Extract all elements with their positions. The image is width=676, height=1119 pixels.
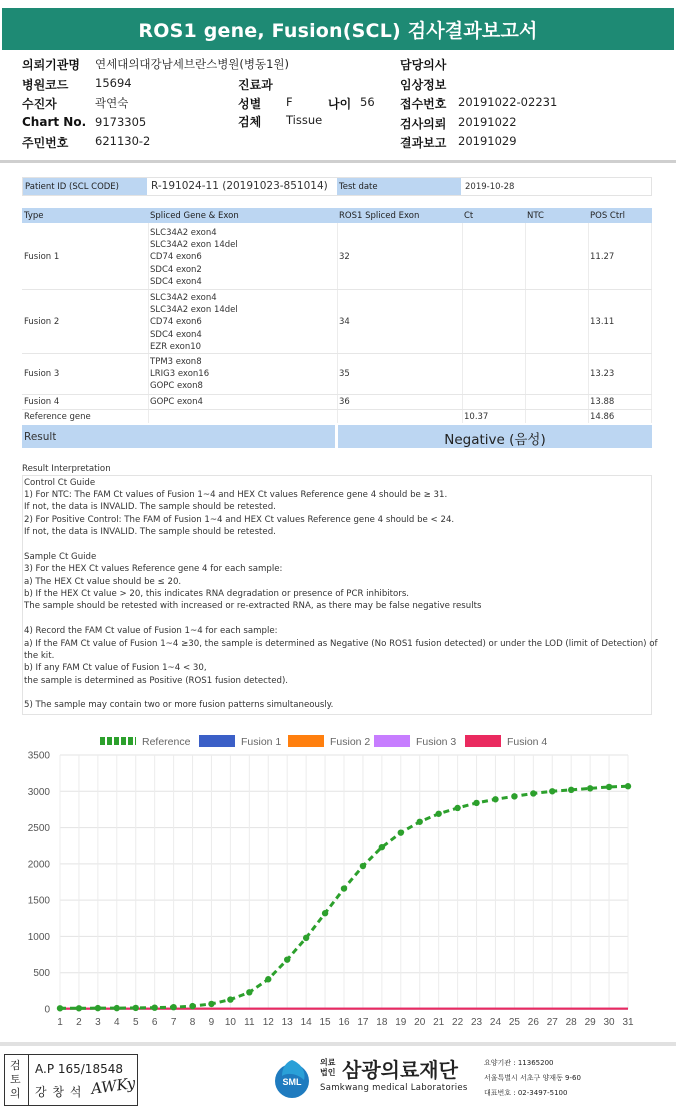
data-point-reference xyxy=(170,1004,176,1010)
row-sep xyxy=(22,289,652,290)
footer-divider xyxy=(0,1042,676,1046)
th-type: Type xyxy=(24,210,44,221)
hospital-code-label: 병원코드 xyxy=(22,78,69,92)
y-tick-label: 1500 xyxy=(27,895,50,907)
interp-line: 5) The sample may contain two or more fusion patterns simultaneously. xyxy=(24,700,334,710)
x-tick-label: 29 xyxy=(584,1017,596,1028)
interp-line: Control Ct Guide xyxy=(24,478,96,488)
interp-line: b) If any FAM Ct value of Fusion 1~4 < 30, xyxy=(24,663,207,673)
ap-number: A.P 165/18548 xyxy=(35,1062,123,1076)
result-label-bg xyxy=(22,425,335,448)
clinical-label: 임상정보 xyxy=(400,78,447,92)
data-point-reference xyxy=(435,811,441,817)
x-tick-label: 14 xyxy=(300,1017,312,1028)
col-sep xyxy=(148,223,149,423)
org-address: 서울특별시 서초구 양재동 9-60 xyxy=(484,1074,581,1082)
data-point-reference xyxy=(549,788,555,794)
x-tick-label: 27 xyxy=(546,1017,558,1028)
row-pos: 14.86 xyxy=(590,412,615,422)
data-point-reference xyxy=(95,1005,101,1011)
interp-line: If not, the data is INVALID. The sample should be retested. xyxy=(24,527,276,537)
col-sep xyxy=(337,223,338,423)
x-tick-label: 17 xyxy=(357,1017,369,1028)
x-tick-label: 1 xyxy=(57,1017,63,1028)
org-name: 삼광의료재단 xyxy=(342,1058,458,1082)
hospital-code-value: 15694 xyxy=(95,76,132,90)
signature-image: AWKy xyxy=(89,1073,137,1099)
interpretation-heading: Result Interpretation xyxy=(22,464,111,474)
x-tick-label: 23 xyxy=(470,1017,483,1028)
x-tick-label: 20 xyxy=(414,1017,426,1028)
data-point-reference xyxy=(322,910,328,916)
legend-swatch xyxy=(465,735,501,747)
org-code: 요양기관 : 11365200 xyxy=(484,1059,554,1067)
data-point-reference xyxy=(227,996,233,1002)
data-point-reference xyxy=(360,863,366,869)
interp-line: the sample is determined as Positive (ROS1 fusion detected). xyxy=(24,676,289,686)
legend-label: Fusion 4 xyxy=(507,736,548,748)
y-tick-label: 500 xyxy=(33,968,50,980)
x-tick-label: 8 xyxy=(189,1017,196,1028)
resident-label: 주민번호 xyxy=(22,136,69,150)
interp-line: the kit. xyxy=(24,651,55,661)
row-type: Fusion 4 xyxy=(24,397,60,407)
report-date-label: 결과보고 xyxy=(400,136,447,150)
data-point-reference xyxy=(454,805,460,811)
test-date-value: 2019-10-28 xyxy=(465,182,515,192)
row-ros1: 34 xyxy=(339,317,350,327)
collector-value: 곽연숙 xyxy=(95,96,129,110)
x-tick-label: 31 xyxy=(622,1017,634,1028)
legend-label: Fusion 1 xyxy=(241,736,282,748)
stamp-label-cell xyxy=(5,1055,29,1105)
row-ros1: 35 xyxy=(339,369,350,379)
institution-label: 의뢰기관명 xyxy=(22,58,80,72)
org-prefix: 의료 법인 xyxy=(320,1058,336,1077)
legend-swatch xyxy=(374,735,410,747)
th-genes: Spliced Gene & Exon xyxy=(150,210,239,221)
legend-label: Reference xyxy=(142,736,191,748)
data-point-reference xyxy=(473,800,479,806)
data-point-reference xyxy=(133,1005,139,1011)
receipt-value: 20191022-02231 xyxy=(458,95,558,109)
resident-value: 621130-2 xyxy=(95,134,151,148)
data-point-reference xyxy=(189,1003,195,1009)
row-genes: SLC34A2 exon4 SLC34A2 exon 14del CD74 exon6 SDC4 exon2 SDC4 exon4 xyxy=(150,228,238,287)
x-tick-label: 21 xyxy=(433,1017,445,1028)
dept-label: 진료과 xyxy=(238,78,273,92)
stamp-label: 검토의 xyxy=(10,1059,21,1100)
th-ntc: NTC xyxy=(527,210,544,221)
doctor-name: 강 창 석 xyxy=(35,1085,83,1099)
x-tick-label: 15 xyxy=(319,1017,331,1028)
request-label: 검사의뢰 xyxy=(400,117,447,131)
row-ros1: 36 xyxy=(339,397,350,407)
x-tick-label: 6 xyxy=(151,1017,158,1028)
x-tick-label: 28 xyxy=(565,1017,577,1028)
legend-swatch xyxy=(288,735,324,747)
th-ros1: ROS1 Spliced Exon xyxy=(339,210,420,221)
data-point-reference xyxy=(114,1005,120,1011)
x-tick-label: 22 xyxy=(452,1017,464,1028)
y-tick-label: 2000 xyxy=(27,859,50,871)
row-pos: 11.27 xyxy=(590,252,615,262)
specimen-label: 검체 xyxy=(238,115,262,129)
row-ros1: 32 xyxy=(339,252,350,262)
y-tick-label: 2500 xyxy=(27,823,50,835)
x-tick-label: 12 xyxy=(262,1017,274,1028)
data-point-reference xyxy=(265,976,271,982)
row-genes: TPM3 exon8 LRIG3 exon16 GOPC exon8 xyxy=(150,357,210,392)
interp-line: 3) For the HEX Ct values Reference gene 4 for each sample: xyxy=(24,564,283,574)
data-point-reference xyxy=(492,796,498,802)
row-ct: 10.37 xyxy=(464,412,489,422)
interp-line: a) The HEX Ct value should be ≤ 20. xyxy=(24,577,182,587)
org-phone: 대표번호 : 02-3497-5100 xyxy=(484,1089,568,1097)
x-tick-label: 9 xyxy=(208,1017,215,1028)
header-info xyxy=(0,54,676,160)
data-point-reference xyxy=(625,783,631,789)
y-tick-label: 3000 xyxy=(27,786,50,798)
row-pos: 13.88 xyxy=(590,397,615,407)
age-label: 나이 xyxy=(328,97,352,111)
row-genes: GOPC exon4 xyxy=(150,397,203,407)
x-tick-label: 10 xyxy=(224,1017,236,1028)
x-tick-label: 4 xyxy=(114,1017,120,1028)
data-point-reference xyxy=(151,1004,157,1010)
amplification-chart xyxy=(0,728,676,1038)
logo-text: SML xyxy=(282,1077,302,1087)
x-tick-label: 13 xyxy=(281,1017,293,1028)
x-tick-label: 18 xyxy=(376,1017,388,1028)
interp-line: 4) Record the FAM Ct value of Fusion 1~4 for each sample: xyxy=(24,626,278,636)
physician-label: 담당의사 xyxy=(400,58,447,72)
legend-label: Fusion 3 xyxy=(416,736,457,748)
row-pos: 13.11 xyxy=(590,317,615,327)
data-point-reference xyxy=(606,784,612,790)
col-sep xyxy=(651,223,652,423)
patient-id-label: Patient ID (SCL CODE) xyxy=(23,178,147,195)
th-pos: POS Ctrl xyxy=(590,210,626,221)
interp-line: a) If the FAM Ct value of Fusion 1~4 ≥30, the sample is determined as Negative (No ROS1 fusion detected) or under the LOD (limit of Detection) of xyxy=(24,639,658,649)
data-point-reference xyxy=(341,885,347,891)
chart-no-value: 9173305 xyxy=(95,115,147,129)
receipt-label: 접수번호 xyxy=(400,97,447,111)
data-point-reference xyxy=(587,785,593,791)
interp-line: If not, the data is INVALID. The sample should be retested. xyxy=(24,502,276,512)
org-english: Samkwang medical Laboratories xyxy=(320,1083,468,1093)
row-type: Fusion 1 xyxy=(24,252,60,262)
th-ct: Ct xyxy=(464,210,474,221)
data-point-reference xyxy=(568,787,574,793)
x-tick-label: 30 xyxy=(603,1017,615,1028)
col-sep xyxy=(462,223,463,423)
row-type: Reference gene xyxy=(24,412,91,422)
patient-id-value: R-191024-11 (20191023-851014) xyxy=(151,180,328,192)
row-type: Fusion 3 xyxy=(24,369,60,379)
y-tick-label: 3500 xyxy=(27,750,50,762)
x-tick-label: 26 xyxy=(527,1017,539,1028)
data-point-reference xyxy=(511,793,517,799)
x-tick-label: 11 xyxy=(244,1017,255,1028)
patient-id-row xyxy=(22,177,652,196)
header-divider xyxy=(0,160,676,163)
institution-value: 연세대의대강남세브란스병원(병동1원) xyxy=(95,57,290,71)
chart-svg xyxy=(0,728,676,1038)
sex-value: F xyxy=(286,95,293,109)
col-sep xyxy=(588,223,589,423)
result-label: Result xyxy=(24,431,57,443)
interp-line: The sample should be retested with increased or re-extracted RNA, as there may be false negative results xyxy=(24,601,482,611)
x-tick-label: 19 xyxy=(395,1017,407,1028)
row-sep xyxy=(22,409,652,410)
legend-swatch xyxy=(199,735,235,747)
data-point-reference xyxy=(76,1005,82,1011)
row-genes: SLC34A2 exon4 SLC34A2 exon 14del CD74 exon6 SDC4 exon4 EZR exon10 xyxy=(150,293,238,352)
specimen-value: Tissue xyxy=(286,113,323,127)
y-tick-label: 0 xyxy=(44,1004,50,1016)
x-tick-label: 5 xyxy=(132,1017,139,1028)
collector-label: 수진자 xyxy=(22,97,57,111)
report-date-value: 20191029 xyxy=(458,134,517,148)
chart-no-label: Chart No. xyxy=(22,115,87,129)
sex-label: 성별 xyxy=(238,97,262,111)
signature-box xyxy=(4,1054,138,1106)
data-point-reference xyxy=(208,1001,214,1007)
interp-line: 2) For Positive Control: The FAM of Fusion 1~4 and HEX Ct values Reference gene 4 should be < 24. xyxy=(24,515,455,525)
data-point-reference xyxy=(417,819,423,825)
y-tick-label: 1000 xyxy=(27,931,50,943)
data-point-reference xyxy=(57,1005,63,1011)
x-tick-label: 24 xyxy=(489,1017,502,1028)
interp-line: Sample Ct Guide xyxy=(24,552,97,562)
x-tick-label: 2 xyxy=(76,1017,82,1028)
x-tick-label: 16 xyxy=(338,1017,350,1028)
x-tick-label: 7 xyxy=(170,1017,177,1028)
legend-label: Fusion 2 xyxy=(330,736,371,748)
row-type: Fusion 2 xyxy=(24,317,60,327)
report-title: ROS1 gene, Fusion(SCL) 검사결과보고서 xyxy=(2,8,674,50)
data-point-reference xyxy=(398,829,404,835)
sml-logo-icon xyxy=(268,1054,318,1102)
data-point-reference xyxy=(379,844,385,850)
request-value: 20191022 xyxy=(458,115,517,129)
data-point-reference xyxy=(284,956,290,962)
col-sep xyxy=(525,223,526,423)
row-sep xyxy=(22,394,652,395)
result-value: Negative (음성) xyxy=(444,432,546,448)
data-point-reference xyxy=(303,935,309,941)
age-value: 56 xyxy=(360,95,375,109)
test-date-label: Test date xyxy=(337,178,461,195)
interp-line: 1) For NTC: The FAM Ct values of Fusion 1~4 and HEX Ct values Reference gene 4 should be ≥ 31. xyxy=(24,490,448,500)
interp-line: b) If the HEX Ct value > 20, this indicates RNA degradation or presence of PCR inhibitors. xyxy=(24,589,410,599)
data-point-reference xyxy=(246,989,252,995)
data-point-reference xyxy=(530,790,536,796)
row-sep xyxy=(22,353,652,354)
x-tick-label: 3 xyxy=(95,1017,101,1028)
x-tick-label: 25 xyxy=(508,1017,520,1028)
row-pos: 13.23 xyxy=(590,369,615,379)
